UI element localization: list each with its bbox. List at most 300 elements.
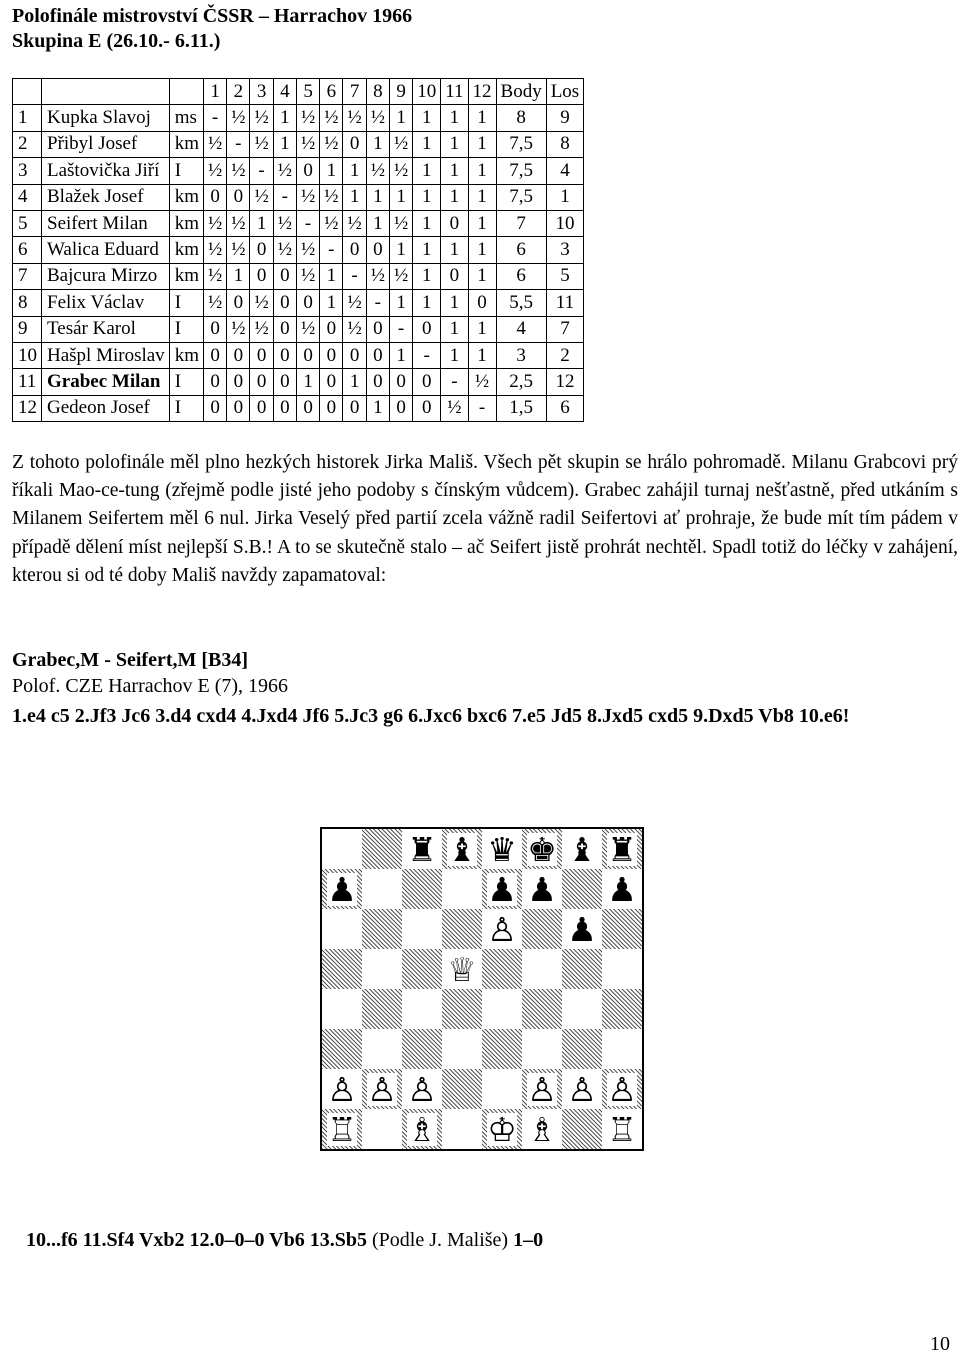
player-rank: ms [169, 105, 203, 131]
result-cell: 1 [273, 131, 296, 157]
result-cell: 1 [441, 237, 468, 263]
board-square [322, 1069, 362, 1109]
result-cell: ½ [227, 316, 250, 342]
result-cell: ½ [320, 184, 343, 210]
result-cell: 0 [227, 395, 250, 421]
black-pawn-icon: ♟ [327, 869, 357, 909]
black-pawn-icon: ♟ [567, 909, 597, 949]
row-number: 6 [13, 237, 42, 263]
player-rank: km [169, 342, 203, 368]
result-cell: - [468, 395, 496, 421]
result-cell: - [413, 342, 441, 368]
result-cell: 1 [320, 158, 343, 184]
result-cell: 0 [296, 158, 319, 184]
column-header: 1 [203, 79, 226, 105]
column-header: 7 [343, 79, 366, 105]
result-cell: 1 [468, 316, 496, 342]
result-cell: 1 [468, 131, 496, 157]
black-pawn-icon: ♟ [487, 869, 517, 909]
result-cell: 2,5 [496, 369, 546, 395]
result-cell: 0 [273, 369, 296, 395]
result-cell: - [296, 210, 319, 236]
board-square [402, 1069, 442, 1109]
result-cell: ½ [366, 158, 389, 184]
column-header: 12 [468, 79, 496, 105]
board-square [322, 1029, 362, 1069]
result-cell: 1 [441, 158, 468, 184]
board-square [402, 869, 442, 909]
board-square [562, 1109, 602, 1149]
result-cell: ½ [273, 158, 296, 184]
black-rook-icon: ♜ [407, 829, 437, 869]
result-cell: 0 [250, 395, 273, 421]
column-header: 3 [250, 79, 273, 105]
column-header: 8 [366, 79, 389, 105]
player-name: Kupka Slavoj [42, 105, 170, 131]
result-cell: ½ [389, 131, 412, 157]
result-cell: 0 [250, 263, 273, 289]
result-cell: 0 [203, 395, 226, 421]
result-cell: 0 [343, 342, 366, 368]
result-cell: ½ [203, 263, 226, 289]
row-number: 10 [13, 342, 42, 368]
result-cell: 12 [546, 369, 584, 395]
board-square [602, 1029, 642, 1069]
white-pawn-icon: ♙ [407, 1069, 437, 1109]
result-cell: ½ [227, 210, 250, 236]
result-cell: - [273, 184, 296, 210]
story-paragraph: Z tohoto polofinále měl plno hezkých historek Jirka Mališ. Všech pět skupin se hrálo pohromadě. Milanu Grabcovi prý říkali Mao-ce-tung (zřejmě podle jisté jeho podoby s čínským vůdcem). Grabec zahájil turnaj nešťastně, před utkáním s Milanem Seifertem měl 6 nul. Jirka Veselý před partií zcela vážně radil Seifertovi ať prohraje, že bude mít tím pádem v případě dělení míst nejlepší S.B.! A to se skutečně stalo – ač Seifert jistě prohrát nechtěl. Spadl totiž do léčky v zahájení, kterou si od té doby Mališ navždy zapamatoval: [12, 452, 958, 586]
board-square [522, 909, 562, 949]
column-header: Los [546, 79, 584, 105]
white-queen-icon: ♕ [447, 949, 477, 989]
board-square [522, 1029, 562, 1069]
column-header: 4 [273, 79, 296, 105]
result-cell: ½ [320, 131, 343, 157]
result-cell: 0 [343, 237, 366, 263]
result-cell: 1,5 [496, 395, 546, 421]
board-square [482, 1069, 522, 1109]
row-number: 3 [13, 158, 42, 184]
column-header: 6 [320, 79, 343, 105]
result-cell: 1 [468, 105, 496, 131]
player-rank: km [169, 237, 203, 263]
result-cell: 0 [203, 369, 226, 395]
result-cell: ½ [273, 210, 296, 236]
result-cell: ½ [296, 131, 319, 157]
board-square [562, 949, 602, 989]
white-pawn-icon: ♙ [487, 909, 517, 949]
result-cell: 5,5 [496, 290, 546, 316]
result-cell: 1 [389, 237, 412, 263]
white-pawn-icon: ♙ [527, 1069, 557, 1109]
result-cell: 10 [546, 210, 584, 236]
player-name: Felix Václav [42, 290, 170, 316]
result-cell: 1 [468, 263, 496, 289]
result-cell: 7 [496, 210, 546, 236]
board-square [362, 1069, 402, 1109]
result-cell: 7 [546, 316, 584, 342]
white-king-icon: ♔ [487, 1109, 517, 1149]
board-square [602, 949, 642, 989]
player-rank: km [169, 131, 203, 157]
player-name: Grabec Milan [42, 369, 170, 395]
result-cell: 0 [413, 369, 441, 395]
result-cell: ½ [296, 237, 319, 263]
result-cell: 1 [413, 237, 441, 263]
board-square [482, 1029, 522, 1069]
board-square [442, 1029, 482, 1069]
result-cell: 1 [546, 184, 584, 210]
white-pawn-icon: ♙ [367, 1069, 397, 1109]
board-square [482, 909, 522, 949]
white-bishop-icon: ♗ [407, 1109, 437, 1149]
result-cell: ½ [389, 158, 412, 184]
result-cell: 7,5 [496, 158, 546, 184]
result-cell: 0 [320, 369, 343, 395]
table-row [13, 105, 584, 131]
result-cell: ½ [227, 237, 250, 263]
result-cell: 1 [441, 105, 468, 131]
row-number: 9 [13, 316, 42, 342]
player-rank: I [169, 290, 203, 316]
result-cell: 1 [227, 263, 250, 289]
result-cell: 1 [441, 342, 468, 368]
board-square [402, 1109, 442, 1149]
page-number: 10 [930, 1333, 950, 1355]
result-cell: ½ [343, 210, 366, 236]
board-square [602, 989, 642, 1029]
player-name: Blažek Josef [42, 184, 170, 210]
result-cell: 1 [273, 105, 296, 131]
black-pawn-icon: ♟ [607, 869, 637, 909]
result-cell: 1 [250, 210, 273, 236]
result-cell: 0 [296, 342, 319, 368]
board-square [322, 869, 362, 909]
player-name: Walica Eduard [42, 237, 170, 263]
continuation-note: (Podle J. Mališe) [372, 1229, 509, 1251]
result-cell: 6 [496, 237, 546, 263]
result-cell: ½ [227, 105, 250, 131]
result-cell: 8 [546, 131, 584, 157]
column-header: 5 [296, 79, 319, 105]
result-cell: 1 [468, 210, 496, 236]
column-header: 2 [227, 79, 250, 105]
result-cell: 0 [413, 316, 441, 342]
board-square [322, 909, 362, 949]
result-cell: - [203, 105, 226, 131]
result-cell: 1 [366, 210, 389, 236]
result-cell: - [250, 158, 273, 184]
board-square [402, 989, 442, 1029]
board-square [562, 1029, 602, 1069]
result-cell: 0 [273, 290, 296, 316]
result-cell: 1 [441, 316, 468, 342]
page-title [12, 4, 412, 54]
result-cell: 1 [343, 158, 366, 184]
board-square [402, 1029, 442, 1069]
result-cell: 0 [441, 210, 468, 236]
column-header: 9 [389, 79, 412, 105]
result-cell: ½ [343, 290, 366, 316]
result-cell: 0 [250, 369, 273, 395]
result-cell: - [366, 290, 389, 316]
player-rank: I [169, 369, 203, 395]
board-square [602, 829, 642, 869]
result-cell: 11 [546, 290, 584, 316]
game-header: Grabec,M - Seifert,M [B34] [12, 649, 249, 671]
result-cell: 1 [389, 290, 412, 316]
table-row [13, 395, 584, 421]
player-rank: I [169, 316, 203, 342]
result-cell: ½ [366, 263, 389, 289]
result-cell: 2 [546, 342, 584, 368]
white-pawn-icon: ♙ [607, 1069, 637, 1109]
result-cell: 1 [366, 131, 389, 157]
board-square [362, 869, 402, 909]
result-cell: ½ [389, 210, 412, 236]
row-number: 8 [13, 290, 42, 316]
player-name: Bajcura Mirzo [42, 263, 170, 289]
board-square [442, 949, 482, 989]
result-cell: 0 [468, 290, 496, 316]
result-cell: 0 [227, 290, 250, 316]
board-square [362, 829, 402, 869]
title-line-2: Skupina E (26.10.- 6.11.) [12, 30, 221, 52]
header-empty-rank [169, 79, 203, 105]
result-cell: ½ [250, 131, 273, 157]
result-cell: 0 [203, 342, 226, 368]
result-cell: 0 [320, 342, 343, 368]
result-cell: 1 [343, 369, 366, 395]
player-name: Přibyl Josef [42, 131, 170, 157]
result-cell: 0 [250, 342, 273, 368]
result-cell: 6 [496, 263, 546, 289]
white-pawn-icon: ♙ [567, 1069, 597, 1109]
result-cell: 0 [296, 290, 319, 316]
row-number: 11 [13, 369, 42, 395]
result-cell: 0 [296, 395, 319, 421]
board-square [362, 1109, 402, 1149]
row-number: 5 [13, 210, 42, 236]
row-number: 7 [13, 263, 42, 289]
board-square [562, 1069, 602, 1109]
result-cell: ½ [250, 105, 273, 131]
result-cell: 0 [250, 237, 273, 263]
result-cell: ½ [250, 316, 273, 342]
result-cell: ½ [441, 395, 468, 421]
board-square [482, 1109, 522, 1149]
result-cell: 0 [320, 316, 343, 342]
result-cell: 9 [546, 105, 584, 131]
board-square [602, 909, 642, 949]
result-cell: - [441, 369, 468, 395]
result-cell: ½ [250, 184, 273, 210]
player-rank: I [169, 158, 203, 184]
board-square [322, 949, 362, 989]
result-cell: 1 [413, 158, 441, 184]
result-cell: 1 [413, 290, 441, 316]
column-header: 10 [413, 79, 441, 105]
board-square [522, 1109, 562, 1149]
table-row [13, 210, 584, 236]
player-rank: km [169, 210, 203, 236]
result-cell: 1 [320, 263, 343, 289]
board-square [602, 1109, 642, 1149]
result-cell: ½ [203, 210, 226, 236]
board-square [522, 949, 562, 989]
row-number: 12 [13, 395, 42, 421]
result-cell: ½ [203, 237, 226, 263]
result-cell: 8 [496, 105, 546, 131]
board-square [322, 989, 362, 1029]
result-cell: 1 [389, 342, 412, 368]
board-square [562, 869, 602, 909]
board-square [322, 829, 362, 869]
black-bishop-icon: ♝ [447, 829, 477, 869]
game-moves: 1.e4 c5 2.Jf3 Jc6 3.d4 cxd4 4.Jxd4 Jf6 5.Jc3 g6 6.Jxc6 bxc6 7.e5 Jd5 8.Jxd5 cxd5 9.Dxd5 Vb8 10.e6! [12, 705, 850, 727]
board-square [362, 949, 402, 989]
white-rook-icon: ♖ [607, 1109, 637, 1149]
board-square [522, 829, 562, 869]
board-square [522, 1069, 562, 1109]
column-header: 11 [441, 79, 468, 105]
player-rank: I [169, 395, 203, 421]
result-cell: ½ [203, 290, 226, 316]
black-rook-icon: ♜ [607, 829, 637, 869]
board-square [522, 869, 562, 909]
result-cell: 1 [413, 131, 441, 157]
result-cell: 5 [546, 263, 584, 289]
result-cell: 0 [366, 237, 389, 263]
result-cell: 1 [413, 263, 441, 289]
result-cell: ½ [296, 263, 319, 289]
result-cell: - [227, 131, 250, 157]
player-name: Gedeon Josef [42, 395, 170, 421]
black-queen-icon: ♛ [487, 829, 517, 869]
table-header-row [13, 79, 584, 105]
continuation-line [26, 1229, 543, 1252]
table-row [13, 237, 584, 263]
result-cell: 3 [496, 342, 546, 368]
result-cell: 0 [366, 342, 389, 368]
result-cell: 0 [441, 263, 468, 289]
result-cell: 0 [273, 263, 296, 289]
result-cell: ½ [203, 158, 226, 184]
title-line-1: Polofinále mistrovství ČSSR – Harrachov 1966 [12, 5, 413, 27]
result-cell: 0 [389, 395, 412, 421]
board-square [362, 1029, 402, 1069]
result-cell: 0 [227, 342, 250, 368]
table-row [13, 184, 584, 210]
result-cell: 4 [496, 316, 546, 342]
result-cell: - [389, 316, 412, 342]
game-event: Polof. CZE Harrachov E (7), 1966 [12, 675, 289, 697]
column-header: Body [496, 79, 546, 105]
result-cell: 4 [546, 158, 584, 184]
result-cell: 1 [366, 184, 389, 210]
header-empty-no [13, 79, 42, 105]
board-square [322, 1109, 362, 1149]
result-cell: ½ [468, 369, 496, 395]
result-cell: 0 [366, 369, 389, 395]
result-cell: 1 [413, 210, 441, 236]
result-cell: ½ [273, 237, 296, 263]
result-cell: ½ [203, 131, 226, 157]
black-bishop-icon: ♝ [567, 829, 597, 869]
player-name: Seifert Milan [42, 210, 170, 236]
chess-board [320, 827, 644, 1151]
board-square [402, 829, 442, 869]
result-cell: 1 [468, 184, 496, 210]
result-cell: ½ [296, 105, 319, 131]
result-cell: 0 [273, 395, 296, 421]
table-row [13, 369, 584, 395]
row-number: 1 [13, 105, 42, 131]
result-cell: 1 [468, 158, 496, 184]
result-cell: 0 [343, 131, 366, 157]
board-square [602, 1069, 642, 1109]
result-cell: 1 [441, 131, 468, 157]
result-cell: 1 [468, 342, 496, 368]
white-bishop-icon: ♗ [527, 1109, 557, 1149]
result-cell: ½ [320, 210, 343, 236]
result-cell: 0 [273, 342, 296, 368]
header-empty-name [42, 79, 170, 105]
result-cell: - [343, 263, 366, 289]
board-square [442, 909, 482, 949]
result-cell: 1 [441, 290, 468, 316]
result-cell: ½ [343, 316, 366, 342]
table-row [13, 316, 584, 342]
board-square [562, 829, 602, 869]
board-square [442, 829, 482, 869]
result-cell: 1 [320, 290, 343, 316]
result-cell: 0 [320, 395, 343, 421]
row-number: 4 [13, 184, 42, 210]
board-square [482, 949, 522, 989]
result-cell: 0 [273, 316, 296, 342]
result-cell: ½ [296, 184, 319, 210]
board-square [562, 989, 602, 1029]
result-cell: 1 [413, 184, 441, 210]
result-cell: 0 [413, 395, 441, 421]
board-square [362, 989, 402, 1029]
result-cell: ½ [366, 105, 389, 131]
result-cell: 1 [366, 395, 389, 421]
result-cell: 0 [203, 184, 226, 210]
result-cell: 1 [296, 369, 319, 395]
result-cell: 7,5 [496, 131, 546, 157]
table-row [13, 342, 584, 368]
black-pawn-icon: ♟ [527, 869, 557, 909]
result-cell: 0 [366, 316, 389, 342]
result-cell: ½ [320, 105, 343, 131]
result-cell: 3 [546, 237, 584, 263]
board-square [402, 949, 442, 989]
table-row [13, 158, 584, 184]
result-cell: 1 [343, 184, 366, 210]
crosstable [12, 78, 584, 422]
result-cell: 6 [546, 395, 584, 421]
player-name: Hašpl Miroslav [42, 342, 170, 368]
white-rook-icon: ♖ [327, 1109, 357, 1149]
board-square [442, 989, 482, 1029]
board-square [442, 1109, 482, 1149]
result-cell: ½ [343, 105, 366, 131]
board-square [562, 909, 602, 949]
result-cell: 0 [343, 395, 366, 421]
